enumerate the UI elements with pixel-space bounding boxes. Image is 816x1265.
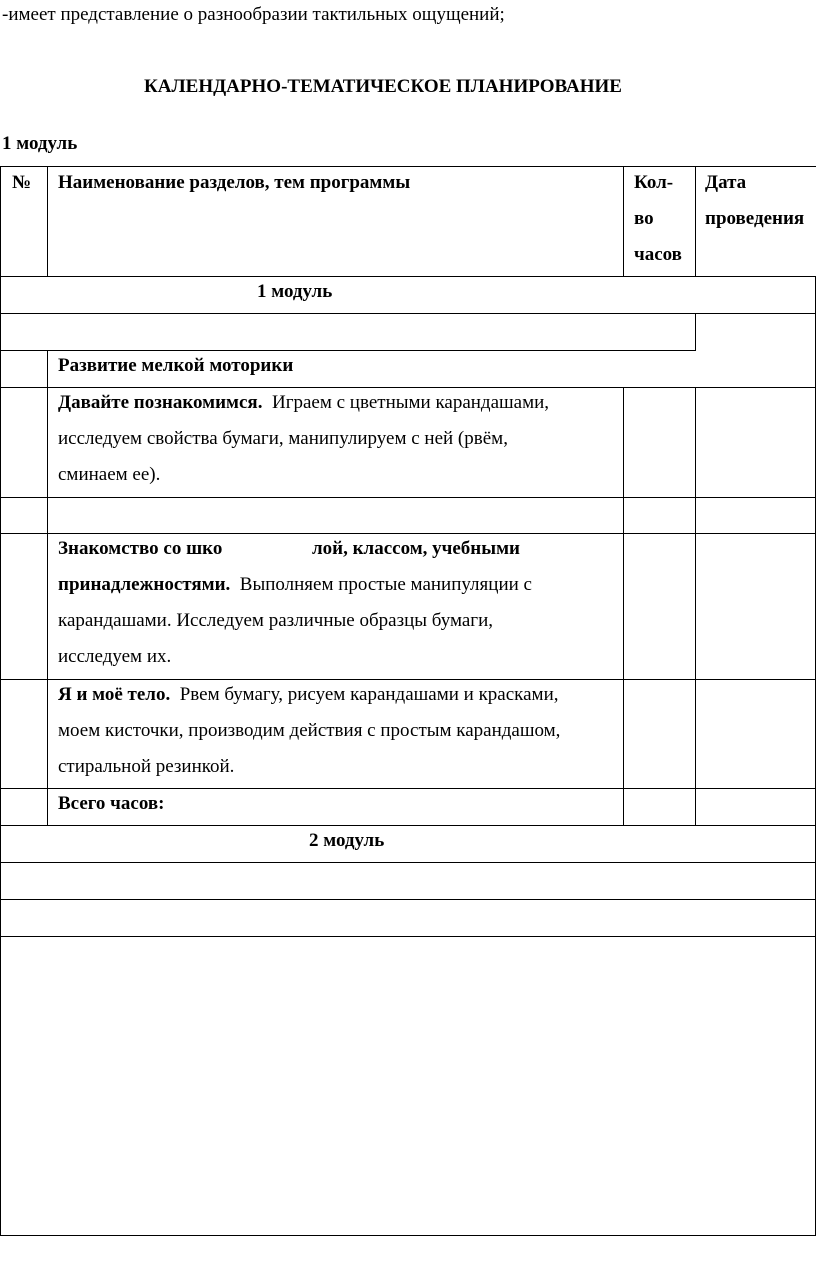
table-border-left [0,166,1,1236]
row-topic-title: принадлежностями. [58,574,231,595]
table-col-rule [47,166,48,277]
header-date-2: проведения [705,208,805,229]
document-title: КАЛЕНДАРНО-ТЕМАТИЧЕСКОЕ ПЛАНИРОВАНИЕ [144,76,622,97]
header-name: Наименование разделов, тем программы [58,172,411,193]
table-col-rule [695,387,696,826]
table-rule [0,497,816,498]
row-topic-text: Рвем бумагу, рисуем карандашами и красками, [179,684,559,705]
header-hours-1: Кол- [634,172,674,193]
module-heading: 1 модуль [2,133,78,154]
header-hours-2: во [634,208,654,229]
section-title: Развитие мелкой моторики [58,355,294,376]
row-topic-text: сминаем ее). [58,464,161,485]
table-border-bottom [0,1235,816,1236]
table-rule [0,899,816,900]
row-topic-text: исследуем свойства бумаги, манипулируем с ней (рвём, [58,428,508,449]
row-topic-line [58,566,532,603]
table-rule [0,313,816,314]
table-rule [0,276,816,277]
table-col-rule [47,350,48,826]
header-number: № [12,172,32,193]
intro-line: -имеет представление о разнообразии тактильных ощущений; [2,4,505,25]
header-date-1: Дата [705,172,747,193]
row-topic-line [58,676,559,713]
row-topic-title: Знакомство со шко [58,538,223,559]
row-topic-text: исследуем их. [58,646,172,667]
row-topic-text: стиральной резинкой. [58,756,235,777]
row-topic-text: Выполняем простые манипуляции с [239,574,532,595]
table-col-rule [695,313,696,351]
module-2-label: 2 модуль [309,830,385,851]
header-hours-3: часов [634,244,682,265]
table-rule [0,936,816,937]
row-topic-title: Давайте познакомимся. [58,392,263,413]
row-topic-text: карандашами. Исследуем различные образцы бумаги, [58,610,493,631]
total-hours-label: Всего часов: [58,793,165,814]
module-1-label: 1 модуль [257,281,333,302]
row-topic-text: моем кисточки, производим действия с простым карандашом, [58,720,561,741]
table-col-rule [695,166,696,277]
table-rule [0,825,816,826]
row-topic-line [58,384,549,421]
table-rule [0,862,816,863]
row-topic-text: Играем с цветными карандашами, [271,392,550,413]
row-topic-title: лой, классом, учебными [312,538,520,559]
table-col-rule [623,166,624,277]
row-topic-title: Я и моё тело. [58,684,171,705]
table-col-rule [623,387,624,826]
